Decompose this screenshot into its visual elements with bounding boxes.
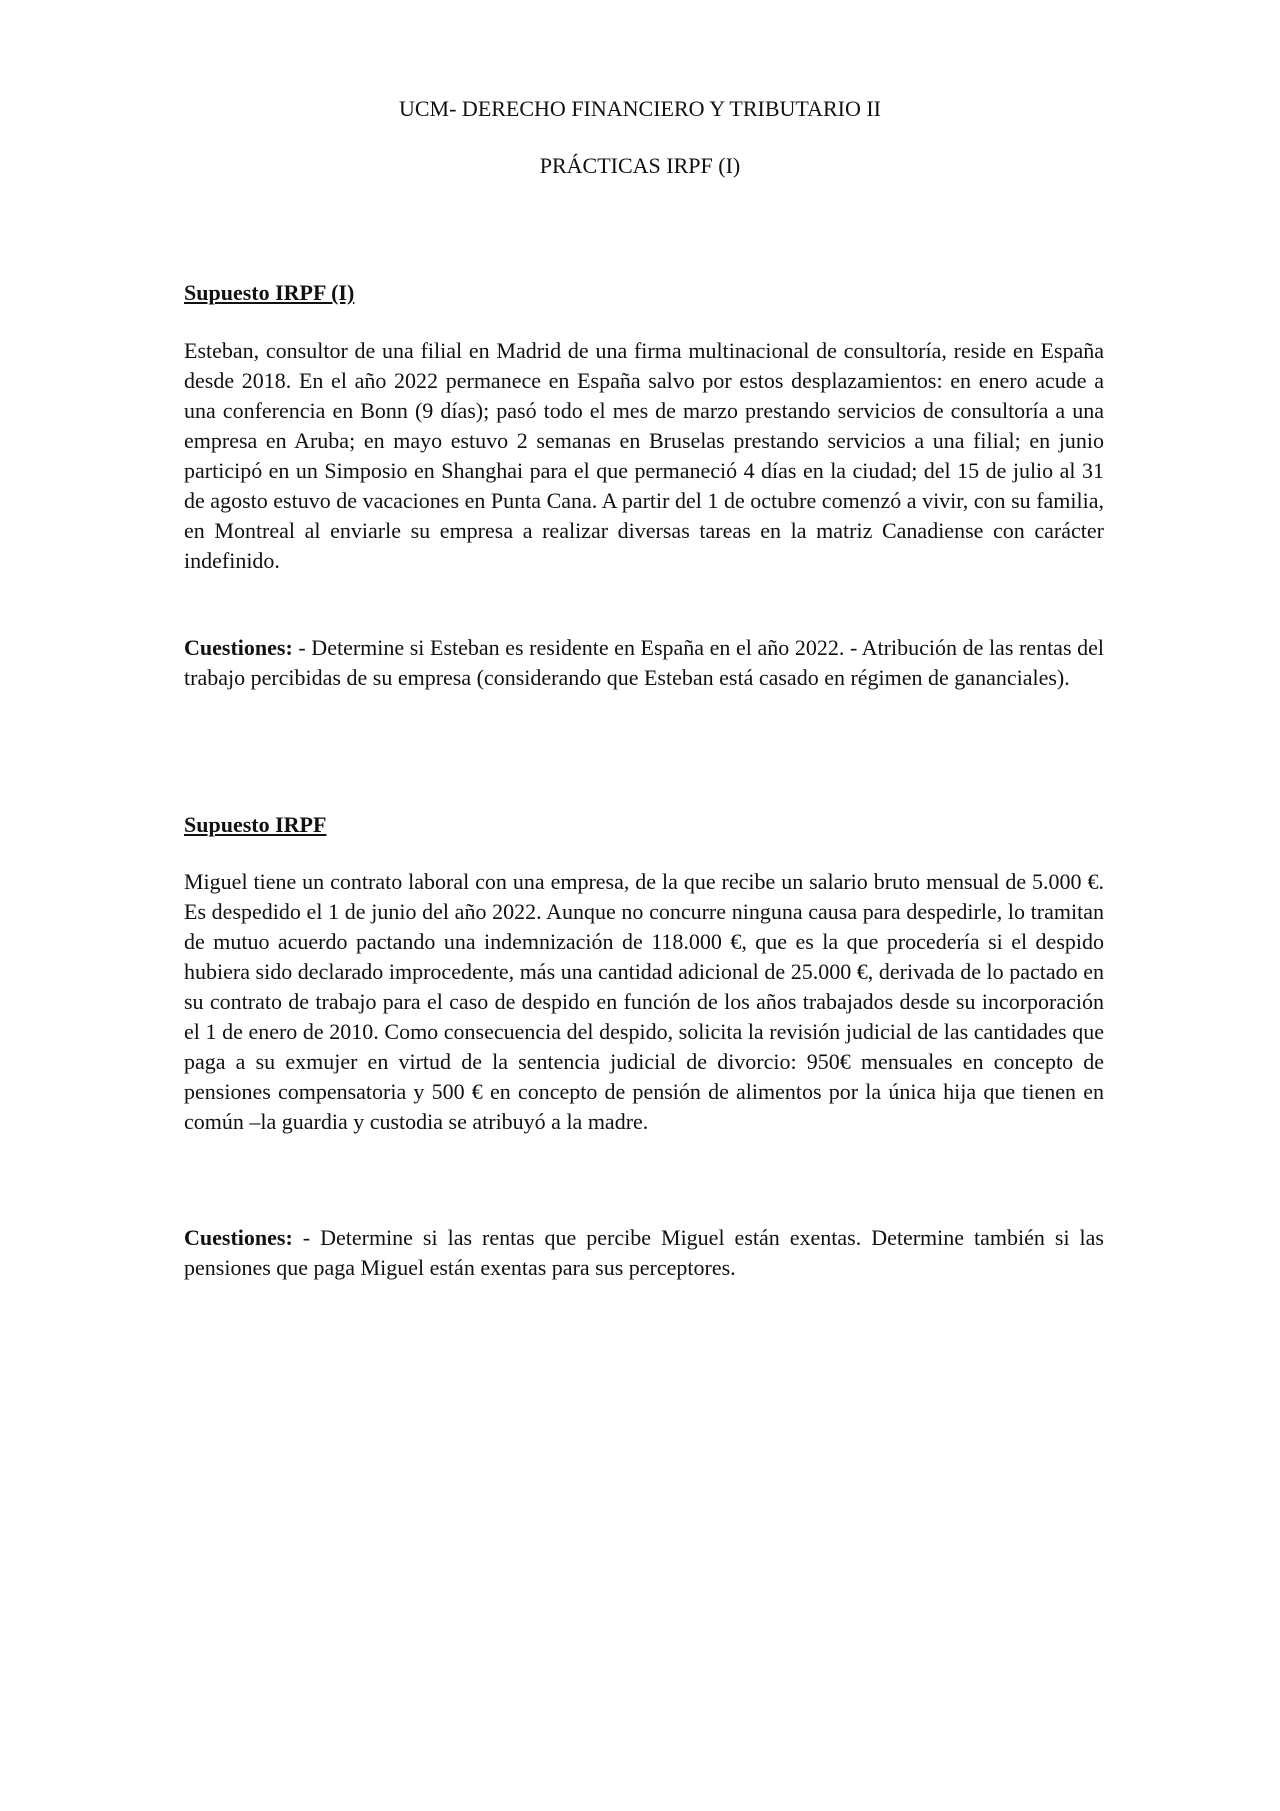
section-2-questions <box>184 1223 1104 1283</box>
section-2-questions-label: Cuestiones: <box>184 1225 293 1250</box>
section-1-body: Esteban, consultor de una filial en Madrid de una firma multinacional de consultoría, reside en España desde 2018. En el año 2022 permanece en España salvo por estos desplazamientos: en enero acude a una conferencia en Bonn (9 días); pasó todo el mes de marzo prestando servicios de consultoría a una empresa en Aruba; en mayo estuvo 2 semanas en Bruselas prestando servicios a una filial; en junio participó en un Simposio en Shanghai para el que permaneció 4 días en la ciudad; del 15 de julio al 31 de agosto estuvo de vacaciones en Punta Cana. A partir del 1 de octubre comenzó a vivir, con su familia, en Montreal al enviarle su empresa a realizar diversas tareas en la matriz Canadiense con carácter indefinido. <box>184 338 1104 573</box>
section-2-body: Miguel tiene un contrato laboral con una empresa, de la que recibe un salario bruto mensual de 5.000 €. Es despedido el 1 de junio del año 2022. Aunque no concurre ninguna causa para despedirle, lo tramitan de mutuo acuerdo pactando una indemnización de 118.000 €, que es la que procedería si el despido hubiera sido declarado improcedente, más una cantidad adicional de 25.000 €, derivada de lo pactado en su contrato de trabajo para el caso de despido en función de los años trabajados desde su incorporación el 1 de enero de 2010. Como consecuencia del despido, solicita la revisión judicial de las cantidades que paga a su exmujer en virtud de la sentencia judicial de divorcio: 950€ mensuales en concepto de pensiones compensatoria y 500 € en concepto de pensión de alimentos por la única hija que tienen en común –la guardia y custodia se atribuyó a la madre. <box>184 869 1104 1134</box>
section-2-title: Supuesto IRPF <box>184 812 327 837</box>
section-1-questions <box>184 633 1104 693</box>
section-1-title: Supuesto IRPF (I) <box>184 280 355 305</box>
section-2-questions-text: - Determine si las rentas que percibe Miguel están exentas. Determine también si las pensiones que paga Miguel están exentas para sus perceptores. <box>184 1225 1104 1280</box>
practice-subtitle: PRÁCTICAS IRPF (I) <box>539 153 741 178</box>
section-1-questions-label: Cuestiones: <box>184 635 293 660</box>
course-header: UCM- DERECHO FINANCIERO Y TRIBUTARIO II <box>398 96 882 121</box>
section-1-questions-text: - Determine si Esteban es residente en España en el año 2022. - Atribución de las rentas del trabajo percibidas de su empresa (considerando que Esteban está casado en régimen de gananciales). <box>184 635 1104 690</box>
